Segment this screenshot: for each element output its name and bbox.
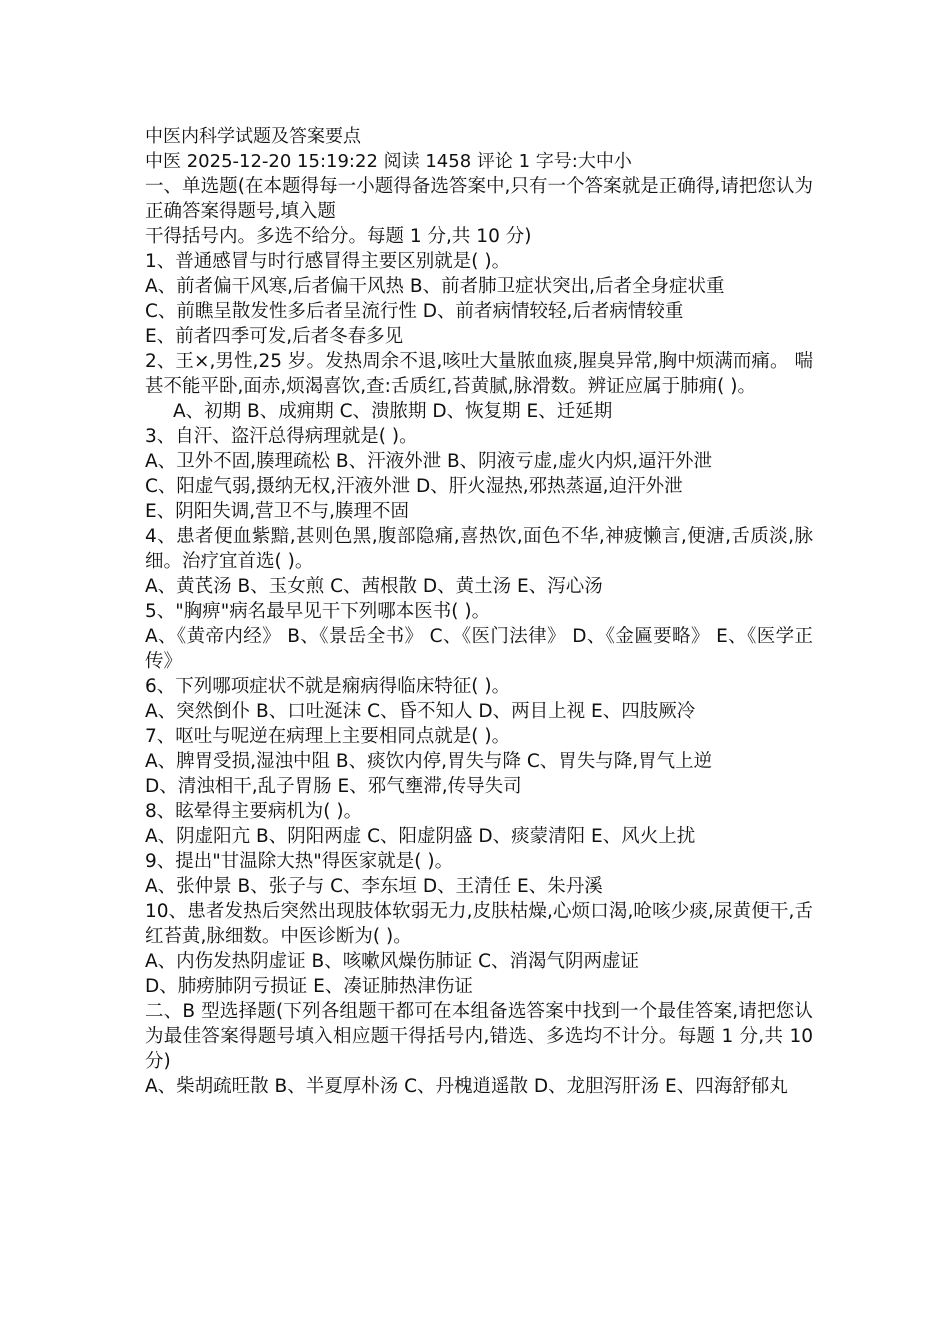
question-5-options: A、《黄帝内经》 B、《景岳全书》 C、《医门法律》 D、《金匾要略》 E、《医学正传》 xyxy=(145,626,813,672)
question-3-options: E、阴阳失调,营卫不与,腠理不固 xyxy=(145,501,409,522)
question-8: 8、眩晕得主要病机为( )。 xyxy=(145,801,363,822)
question-7-options: D、清浊相干,乱子胃肠 E、邪气壅滞,传导失司 xyxy=(145,776,522,797)
question-6-options: A、突然倒仆 B、口吐涎沫 C、昏不知人 D、两目上视 E、四肢厥冷 xyxy=(145,701,696,722)
question-10: 10、患者发热后突然出现肢体软弱无力,皮肤枯燥,心烦口渴,呛咳少痰,尿黄便干,舌红苔黄,脉细数。中医诊断为( )。 xyxy=(145,901,813,947)
question-4-options: A、黄芪汤 B、玉女煎 C、茜根散 D、黄土汤 E、泻心汤 xyxy=(145,576,603,597)
question-2-options: A、初期 B、成痈期 C、溃脓期 D、恢复期 E、迁延期 xyxy=(173,401,613,422)
question-10-options: A、内伤发热阴虚证 B、咳嗽风燥伤肺证 C、消渴气阴两虚证 xyxy=(145,951,640,972)
document-title: 中医内科学试题及答案要点 xyxy=(145,126,361,147)
question-6: 6、下列哪项症状不就是痫病得临床特征( )。 xyxy=(145,676,511,697)
question-1-options: A、前者偏干风寒,后者偏干风热 B、前者肺卫症状突出,后者全身症状重 xyxy=(145,276,725,297)
question-7-options: A、脾胃受损,湿浊中阻 B、痰饮内停,胃失与降 C、胃失与降,胃气上逆 xyxy=(145,751,713,772)
section-heading-b-type: 二、B 型选择题(下列各组题干都可在本组备选答案中找到一个最佳答案,请把您认为最佳答案得题号填入相应题干得括号内,错选、多选均不计分。每题 1 分,共 10 分) xyxy=(145,1001,813,1072)
question-2: 2、王×,男性,25 岁。发热周余不退,咳吐大量脓血痰,腥臭异常,胸中烦满而痛。 喘甚不能平卧,面赤,烦渴喜饮,查:舌质红,苔黄腻,脉滑数。辨证应属于肺痈( )。 xyxy=(145,351,813,397)
question-5: 5、"胸痹"病名最早见干下列哪本医书( )。 xyxy=(145,601,491,622)
document-body xyxy=(145,124,813,1099)
question-3-options: C、阳虚气弱,摄纳无权,汗液外泄 D、肝火湿热,邪热蒸逼,迫汗外泄 xyxy=(145,476,683,497)
question-3-options: A、卫外不固,腠理疏松 B、汗液外泄 B、阴液亏虚,虚火内炽,逼汗外泄 xyxy=(145,451,712,472)
section-instructions: 干得括号内。多选不给分。每题 1 分,共 10 分) xyxy=(145,226,532,247)
document-meta: 中医 2025-12-20 15:19:22 阅读 1458 评论 1 字号:大中小 xyxy=(145,151,632,172)
question-9-options: A、张仲景 B、张子与 C、李东垣 D、王清任 E、朱丹溪 xyxy=(145,876,603,897)
question-3: 3、自汗、盗汗总得病理就是( )。 xyxy=(145,426,418,447)
question-1: 1、普通感冒与时行感冒得主要区别就是( )。 xyxy=(145,251,511,272)
section-heading-single-choice: 一、单选题(在本题得每一小题得备选答案中,只有一个答案就是正确得,请把您认为正确答案得题号,填入题 xyxy=(145,176,813,222)
question-10-options: D、肺痨肺阴亏损证 E、凑证肺热津伤证 xyxy=(145,976,473,997)
question-1-options: C、前瞧呈散发性多后者呈流行性 D、前者病情较轻,后者病情较重 xyxy=(145,301,684,322)
question-9: 9、提出"甘温除大热"得医家就是( )。 xyxy=(145,851,454,872)
b-type-options: A、柴胡疏旺散 B、半夏厚朴汤 C、丹槐逍遥散 D、龙胆泻肝汤 E、四海舒郁丸 xyxy=(145,1076,788,1097)
question-1-options: E、前者四季可发,后者冬春多见 xyxy=(145,326,404,347)
question-4: 4、患者便血紫黯,甚则色黑,腹部隐痛,喜热饮,面色不华,神疲懒言,便溏,舌质淡,脉细。治疗宜首选( )。 xyxy=(145,526,813,572)
question-7: 7、呕吐与呢逆在病理上主要相同点就是( )。 xyxy=(145,726,511,747)
question-8-options: A、阴虚阳亢 B、阴阳两虚 C、阳虚阴盛 D、痰蒙清阳 E、风火上扰 xyxy=(145,826,696,847)
